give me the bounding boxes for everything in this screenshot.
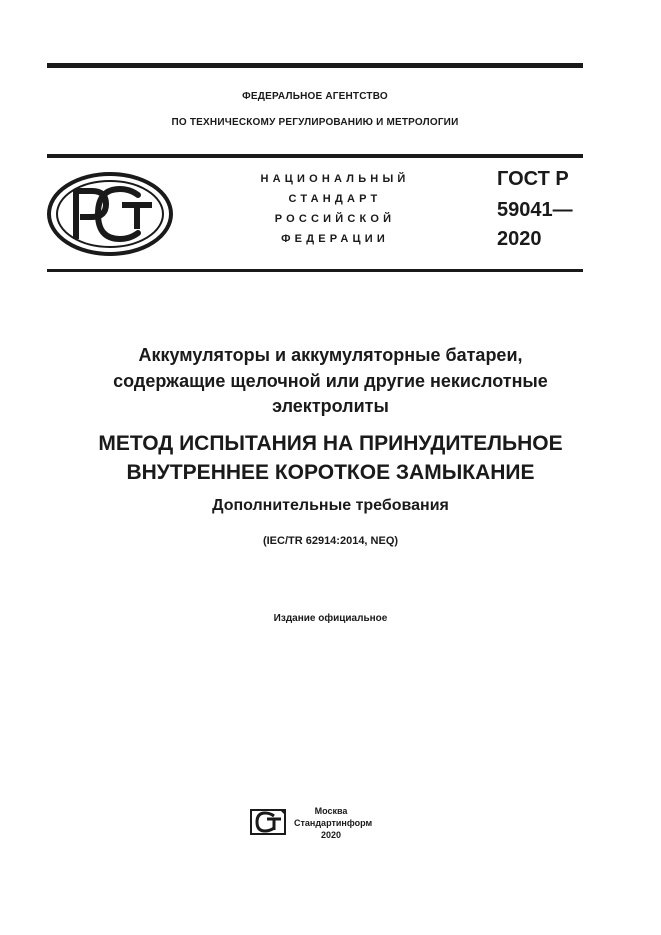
designation-line-3: 2020: [497, 228, 542, 250]
publisher-emblem-icon: [250, 809, 286, 835]
document-title-line-2: ВНУТРЕННЕЕ КОРОТКОЕ ЗАМЫКАНИЕ: [126, 461, 535, 484]
national-standard-line-2: СТАНДАРТ: [288, 193, 382, 205]
publisher-name: Стандартинформ: [294, 818, 373, 828]
header-bottom-rule: [47, 269, 583, 272]
extra-title: Дополнительные требования: [212, 497, 449, 514]
publisher-city: Москва: [314, 806, 348, 816]
subtitle-line-2: содержащие щелочной или другие некислотные: [113, 371, 548, 391]
header-rule: [47, 154, 583, 158]
designation-line-1: ГОСТ Р: [497, 168, 569, 190]
gost-r-emblem-icon: [46, 171, 174, 257]
edition-label: Издание официальное: [273, 613, 388, 624]
national-standard-line-4: ФЕДЕРАЦИИ: [281, 233, 389, 245]
subtitle-line-1: Аккумуляторы и аккумуляторные батареи,: [138, 345, 523, 365]
iec-reference: (IEC/TR 62914:2014, NEQ): [262, 535, 399, 547]
document-title-line-1: МЕТОД ИСПЫТАНИЯ НА ПРИНУДИТЕЛЬНОЕ: [98, 432, 563, 455]
designation-line-2: 59041—: [497, 199, 573, 221]
national-standard-line-1: НАЦИОНАЛЬНЫЙ: [260, 173, 410, 185]
top-rule: [47, 63, 583, 68]
agency-line-1: ФЕДЕРАЛЬНОЕ АГЕНТСТВО: [242, 91, 388, 102]
publisher-year: 2020: [320, 830, 342, 840]
agency-line-2: ПО ТЕХНИЧЕСКОМУ РЕГУЛИРОВАНИЮ И МЕТРОЛОГИИ: [171, 117, 459, 128]
national-standard-line-3: РОССИЙСКОЙ: [274, 213, 396, 225]
subtitle-line-3: электролиты: [272, 396, 389, 416]
